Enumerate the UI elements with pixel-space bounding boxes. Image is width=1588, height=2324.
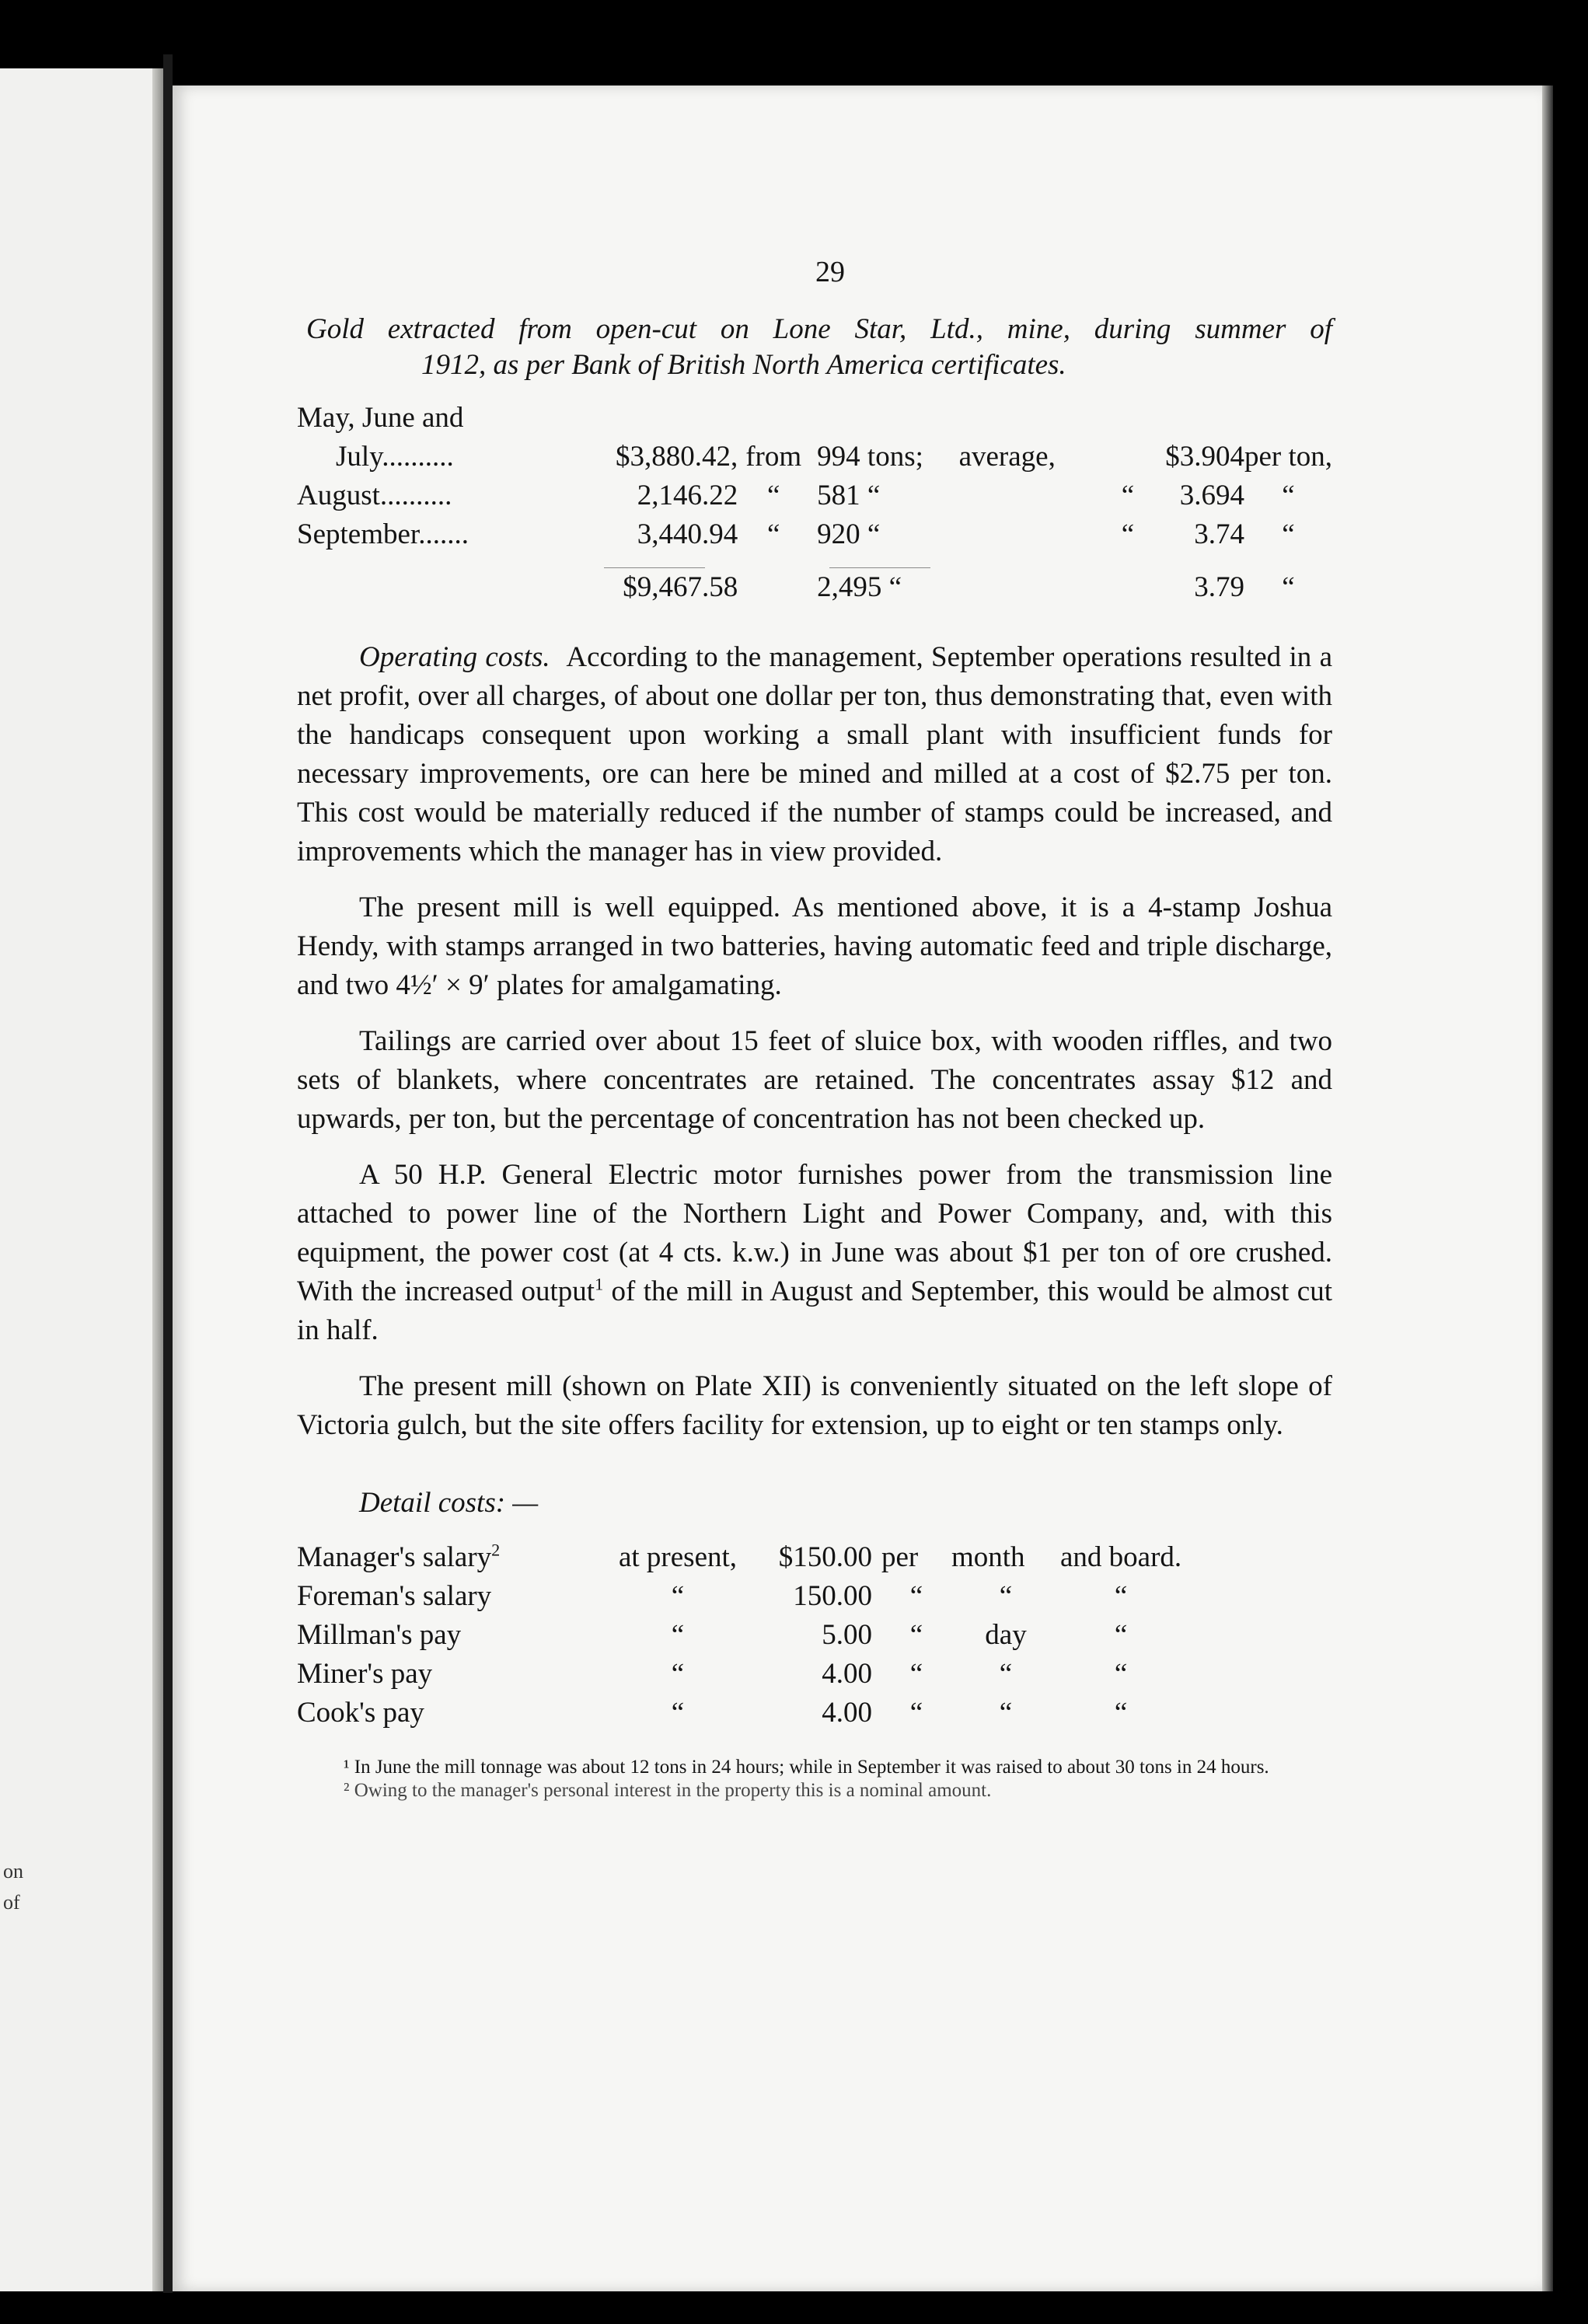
at-cell: “ [671, 1697, 685, 1729]
footnote-2: ² Owing to the manager's personal interest in the property this is a nominal amount. [344, 1780, 992, 1801]
per-cell: “ [909, 1697, 923, 1729]
board-cell: “ [1114, 1658, 1128, 1690]
rate-cell: 3.694 [1179, 480, 1244, 511]
per-cell: “ [1282, 518, 1295, 550]
left-page-fragment: of [3, 1891, 20, 1914]
total-per: “ [1282, 571, 1295, 603]
paragraph-power: A 50 H.P. General Electric motor furnishes power from the transmission line attached to power line of the Northern Light and Power Company, and, with this equipment, the power cost (at 4 cts. k.w.) in June was about $1 per ton of ore crushed. With the increased output$^1$ of the mill in August and September, this would be almost cut in half. [297, 1159, 1332, 1346]
cost-label: Manager's salary [297, 1541, 492, 1573]
board-cell: “ [1114, 1697, 1128, 1729]
table-row: August.......... 2,146.22 “ 581 “ “ 3.694 “ [297, 476, 1332, 515]
table-row: July.......... $3,880.42, from 994 tons; average, $3.904 per ton, [297, 438, 1332, 476]
month-label: September [297, 518, 419, 550]
board-cell: “ [1114, 1580, 1128, 1612]
paragraph-tailings: Tailings are carried over about 15 feet of sluice box, with wooden riffles, and two sets of blankets, where concentrates are retained. The concentrates assay $12 and upwards, per ton, but the percentage of concentration has not been checked up. [297, 1025, 1332, 1135]
footnote-ref: 1 [595, 1274, 604, 1294]
total-amount: $9,467.58 [623, 571, 738, 603]
paragraph-mill: The present mill is well equipped. As mentioned above, it is a 4-stamp Joshua Hendy, with stamps arranged in two batteries, having automatic feed and triple discharge, and two 4½′ × 9′ plates for amalgamating. [297, 892, 1332, 1001]
board-cell: and board. [1060, 1541, 1182, 1573]
table-row [297, 1694, 1181, 1733]
page-edge-shadow [1542, 85, 1553, 2291]
paragraph-site: The present mill (shown on Plate XII) is conveniently situated on the left slope of Victoria gulch, but the site offers facility for extension, up to eight or ten stamps only. [297, 1370, 1332, 1441]
month-label: August [297, 480, 380, 511]
unit-cell: day [985, 1619, 1027, 1651]
page-number: 29 [815, 256, 845, 288]
total-row [297, 568, 1332, 607]
left-page-edge [0, 68, 163, 2291]
total-tons: 2,495 “ [817, 571, 902, 603]
page-content [297, 253, 1332, 1802]
cost-amount: 4.00 [822, 1697, 872, 1729]
amount-cell: 2,146.22 [637, 480, 738, 511]
table-row [297, 1616, 1181, 1655]
tons-cell: 994 tons; [817, 441, 923, 473]
unit-cell: “ [999, 1580, 1013, 1612]
per-cell: per [881, 1541, 919, 1573]
board-cell: “ [1114, 1619, 1128, 1651]
cost-label: Millman's pay [297, 1619, 462, 1651]
table-caption-line-2: 1912, as per Bank of British North America certificates. [421, 349, 1066, 381]
average-label-cell: “ [1121, 480, 1135, 511]
cost-label: Miner's pay [297, 1658, 433, 1690]
unit-cell: “ [999, 1697, 1013, 1729]
detail-costs-table [297, 1538, 1181, 1733]
per-cell: “ [909, 1619, 923, 1651]
gold-extraction-table [297, 399, 1332, 607]
amount-cell: 3,440.94 [637, 518, 738, 550]
table-row [297, 1655, 1181, 1694]
at-cell: “ [671, 1580, 685, 1612]
tons-cell: 920 “ [817, 518, 881, 550]
unit-cell: “ [999, 1658, 1013, 1690]
cost-amount: 150.00 [793, 1580, 872, 1612]
table-row [297, 399, 1332, 438]
from-cell: “ [766, 480, 780, 511]
cost-label: Foreman's salary [297, 1580, 492, 1612]
rate-cell: $3.904 [1165, 441, 1244, 473]
table-row [297, 1577, 1181, 1616]
at-cell: “ [671, 1658, 685, 1690]
per-cell: “ [909, 1580, 923, 1612]
per-cell: “ [1282, 480, 1295, 511]
subheading: Operating costs. [359, 641, 550, 673]
cost-amount: 4.00 [822, 1658, 872, 1690]
month-label: May, June and [297, 402, 464, 434]
unit-cell: month [951, 1541, 1025, 1573]
at-cell: at present, [618, 1541, 738, 1573]
book-gutter [163, 54, 173, 2293]
per-cell: per ton, [1244, 441, 1332, 473]
rule-row [297, 554, 1332, 568]
document-page [173, 85, 1542, 2291]
from-cell: from [745, 441, 802, 473]
cost-amount: $150.00 [778, 1541, 872, 1573]
from-cell: “ [766, 518, 780, 550]
per-cell: “ [909, 1658, 923, 1690]
footnote-ref: 2 [491, 1540, 501, 1560]
footnote-1: ¹ In June the mill tonnage was about 12 tons in 24 hours; while in September it was raised to about 30 tons in 24 hours. [344, 1757, 1269, 1778]
table-row [297, 1538, 1181, 1577]
left-page-fragment: on [3, 1860, 23, 1883]
footnotes [297, 1756, 1332, 1802]
rate-cell: 3.74 [1194, 518, 1244, 550]
table-row: September....... 3,440.94 “ 920 “ “ 3.74 “ [297, 515, 1332, 554]
cost-label: Cook's pay [297, 1697, 424, 1729]
table-caption-line-1: Gold extracted from open-cut on Lone Star, Ltd., mine, during summer of [306, 313, 1332, 345]
tons-cell: 581 “ [817, 480, 881, 511]
month-label: July [336, 441, 382, 473]
cost-amount: 5.00 [822, 1619, 872, 1651]
average-label-cell: average, [958, 441, 1056, 473]
at-cell: “ [671, 1619, 685, 1651]
detail-costs-heading: Detail costs: — [359, 1487, 539, 1519]
body-text [297, 638, 1332, 1445]
total-rate: 3.79 [1194, 571, 1244, 603]
amount-cell: $3,880.42, [615, 441, 738, 473]
paragraph-operating-costs: Operating costs. According to the management, September operations resulted in a net profit, over all charges, of about one dollar per ton, thus demonstrating that, even with the handicaps consequent upon working a small plant with insufficient funds for necessary improvements, ore can here be mined and milled at a cost of $2.75 per ton. This cost would be materially reduced if the number of stamps could be increased, and improvements which the manager has in view provided. [297, 641, 1333, 867]
average-label-cell: “ [1121, 518, 1135, 550]
